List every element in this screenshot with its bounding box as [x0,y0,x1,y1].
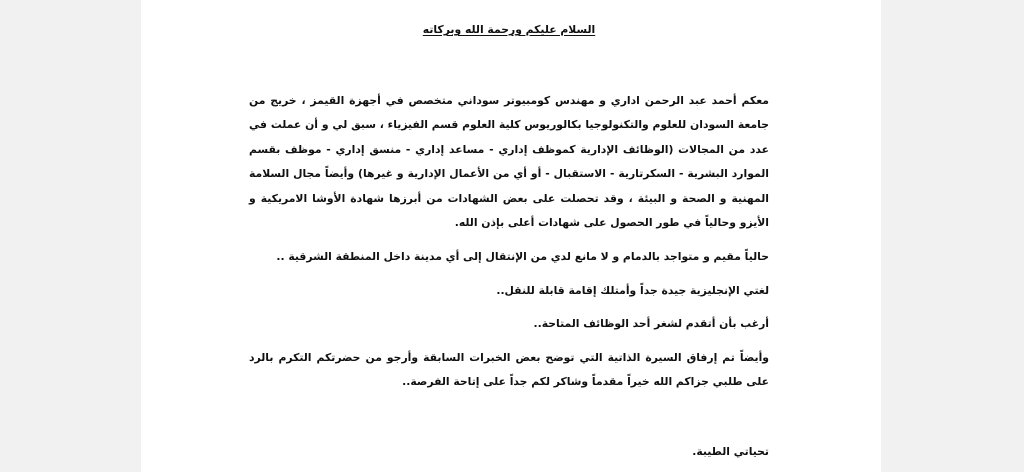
paragraph-cv-attachment: وأيضاً تم إرفاق السيرة الذاتية التي توضح بعض الخبرات السابقة وأرجو من حضرتكم التكرم بالرد على طلبي جزاكم الله خيراً مقدماً وشاكر لكم جداً على إتاحة الفرصة.. [249,350,769,389]
paragraph-introduction: معكم أحمد عبد الرحمن اداري و مهندس كومبيوتر سوداني متخصص في أجهزة القيمز ، خريج من جامعة السودان للعلوم والتكنولوجيا بكالوريوس كلية العلوم قسم الفيزياء ، سبق لي و أن عملت في عدد من المجالات (الوظائف الإدارية كموظف إداري - مساعد إداري - منسق إداري - موظف بقسم الموارد البشرية - السكرتارية - الاستقبال - أو أي من الأعمال الإدارية و غيرها) وأيضاً مجال السلامة المهنية و الصحة و البيئة ، وقد تحصلت على بعض الشهادات من أبرزها شهادة الأوشا الامريكية و الأيزو وحالياً في طور الحصول على شهادات أعلى بإذن الله. [249,94,769,230]
document-page [141,0,881,472]
paragraph-location: حالياً مقيم و متواجد بالدمام و لا مانع لدي من الإنتقال إلى أي مدينة داخل المنطقة الشرقية .. [276,250,769,264]
paragraph-application: أرغب بأن أتقدم لشغر أحد الوظائف المتاحة.. [533,317,769,331]
letter-greeting: السلام عليكم ورحمة الله وبركاته [422,23,596,36]
letter-body [249,20,769,462]
letter-closing: تحياتي الطيبة. [692,445,769,459]
paragraph-language: لغتي الإنجليزية جيدة جداً وأمتلك إقامة قابلة للنقل.. [496,283,769,297]
